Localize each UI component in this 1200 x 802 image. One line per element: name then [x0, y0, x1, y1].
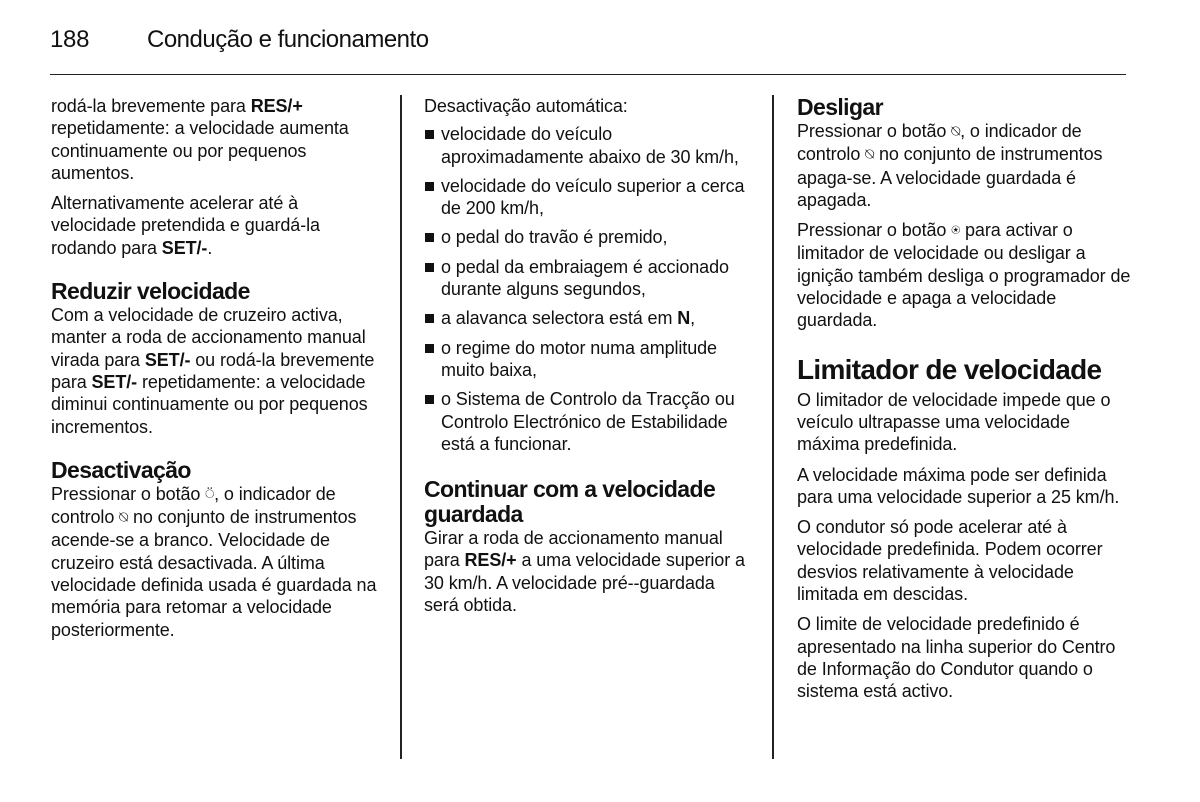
paragraph: Desactivação automática:: [424, 96, 628, 116]
list-item: o pedal da embraiagem é accionado durante alguns segundos,: [424, 256, 754, 301]
section-heading-reduce-speed: Reduzir velocidade: [51, 278, 250, 305]
list-item: velocidade do veículo aproximadamente abaixo de 30 km/h,: [424, 123, 754, 168]
paragraph: rodá-la brevemente para RES/+ repetidamente: a velocidade aumenta continuamente ou por pequenos aumentos.: [51, 96, 349, 183]
list-item: a alavanca selectora está em N,: [424, 307, 754, 329]
page-title: Condução e funcionamento: [147, 26, 429, 53]
cruise-control-button-icon: ⍉: [951, 123, 961, 140]
column-divider: [400, 95, 402, 759]
paragraph: Pressionar o botão ⍥, o indicador de controlo ⍉ no conjunto de instrumentos acende-se a branco. Velocidade de cruzeiro está desactivada. A última velocidade definida usada é guardada na memória para retomar a velocidade posteriormente.: [51, 483, 377, 640]
column-middle: [424, 95, 754, 624]
section-heading-resume-speed: Continuar com a velocidade guardada: [424, 476, 716, 528]
paragraph: Com a velocidade de cruzeiro activa, manter a roda de accionamento manual virada para SET/- ou rodá-la brevemente para SET/- repetidamente: a velocidade diminui continuamente ou por pequenos incrementos.: [51, 305, 375, 437]
bullet-icon: [425, 130, 434, 139]
section-heading-deactivation: Desactivação: [51, 456, 191, 483]
paragraph: Pressionar o botão ⍉, o indicador de controlo ⍉ no conjunto de instrumentos apaga-se. A velocidade guardada é apagada.: [797, 121, 1103, 210]
bullet-list: [424, 123, 754, 455]
speed-limiter-button-icon: ⍟: [951, 222, 961, 240]
paragraph: Pressionar o botão ⍟ para activar o limitador de velocidade ou desligar a ignição também desliga o programador de velocidade e apaga a velocidade guardada.: [797, 220, 1131, 331]
cruise-control-indicator-icon: ⍉: [865, 146, 875, 164]
cruise-off-button-icon: ⍥: [205, 485, 215, 503]
column-divider: [772, 95, 774, 759]
paragraph: Alternativamente acelerar até à velocidade pretendida e guardá-la rodando para SET/-.: [51, 193, 320, 258]
section-heading-speed-limiter: Limitador de velocidade: [797, 353, 1102, 385]
bullet-icon: [425, 182, 434, 191]
page-header: [50, 24, 1126, 75]
list-item: o pedal do travão é premido,: [424, 226, 754, 248]
paragraph: A velocidade máxima pode ser definida para uma velocidade superior a 25 km/h.: [797, 464, 1120, 507]
list-item: o Sistema de Controlo da Tracção ou Controlo Electrónico de Estabilidade está a funcionar.: [424, 388, 754, 455]
section-heading-switch-off: Desligar: [797, 94, 883, 120]
paragraph: Girar a roda de accionamento manual para RES/+ a uma velocidade superior a 30 km/h. A velocidade pré--guardada será obtida.: [424, 528, 745, 616]
column-left: [51, 95, 386, 649]
bullet-icon: [425, 314, 434, 323]
list-item: o regime do motor numa amplitude muito baixa,: [424, 337, 754, 382]
bullet-icon: [425, 344, 434, 353]
paragraph: O limitador de velocidade impede que o veículo ultrapasse uma velocidade máxima predefinida.: [797, 389, 1111, 455]
page-number: 188: [50, 26, 90, 53]
bullet-icon: [425, 263, 434, 272]
paragraph: O limite de velocidade predefinido é apresentado na linha superior do Centro de Informação do Condutor quando o sistema está activo.: [797, 614, 1116, 702]
paragraph: O condutor só pode acelerar até à velocidade predefinida. Podem ocorrer desvios relativamente à velocidade limitada em descidas.: [797, 517, 1103, 605]
column-right: [797, 95, 1132, 711]
cruise-control-indicator-icon: ⍉: [119, 509, 129, 527]
bullet-icon: [425, 395, 434, 404]
bullet-icon: [425, 233, 434, 242]
list-item: velocidade do veículo superior a cerca de 200 km/h,: [424, 175, 754, 220]
